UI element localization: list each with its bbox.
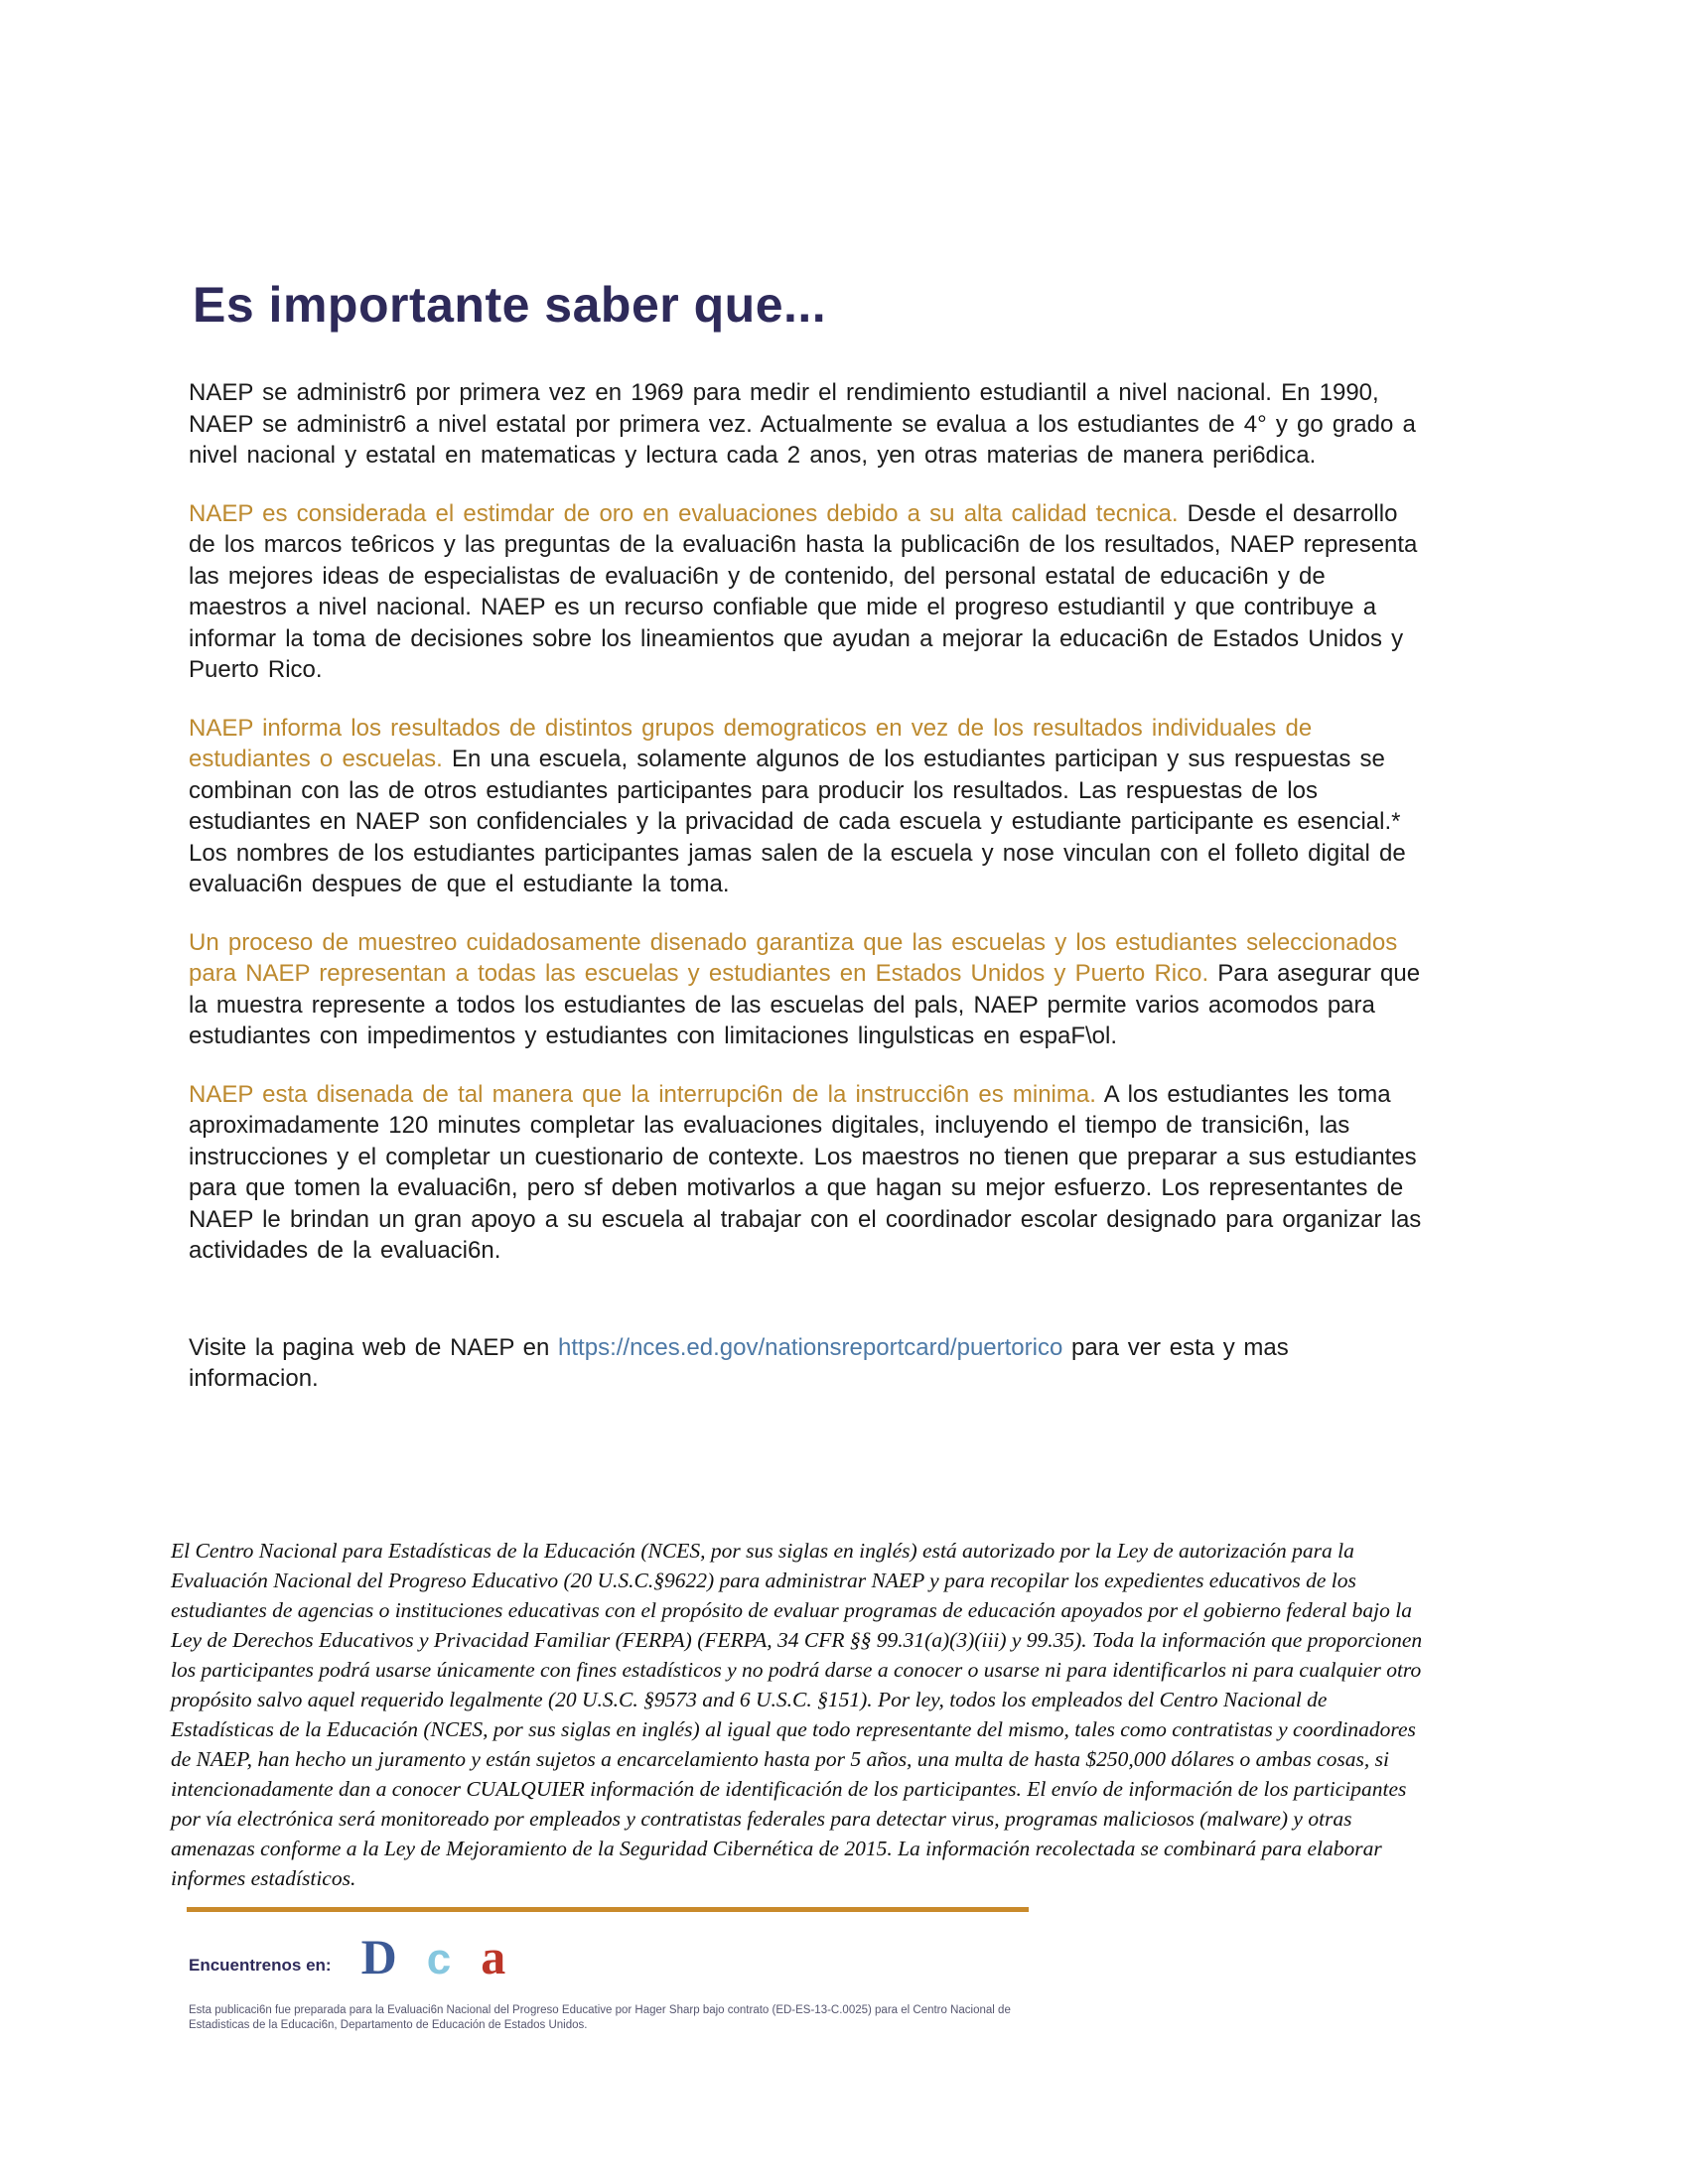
paragraph-gold-standard <box>189 498 1425 686</box>
find-us-label: Encuentrenos en: <box>189 1955 332 1975</box>
footer-divider-rule <box>187 1907 1029 1912</box>
naep-website-link[interactable]: https://nces.ed.gov/nationsreportcard/puertorico <box>558 1333 1063 1361</box>
paragraph-group-results-lead: NAEP informa los resultados de distintos grupos demograticos en vez de los resultados individuales de estudiantes o escuelas. <box>189 714 1313 772</box>
letter-c-icon[interactable]: c <box>426 1934 452 1983</box>
paragraph-sampling <box>189 927 1425 1052</box>
paragraph-group-results-body: En una escuela, solamente algunos de los estudiantes participan y sus respuestas se combinan con las de otros estudiantes participantes para producir los resultados. Las respuestas de los estudiantes en NAEP son confidenciales y la privacidad de cada escuela y estudiante participante es esencial.* Los nombres de los estudiantes participantes jamas salen de la escuela y nose vinculan con el folleto digital de evaluaci6n despues de que el estudiante la toma. <box>189 746 1406 897</box>
body-content <box>171 377 1425 2033</box>
paragraph-gold-standard-lead: NAEP es considerada el estimdar de oro en evaluaciones debido a su alta calidad tecnica. <box>189 499 1179 527</box>
paragraph-sampling-body: Para asegurar que la muestra represente a todos los estudiantes de las escuelas del pals, NAEP permite varios acomodos para estudiantes con impedimentos y estudiantes con limitaciones lingulsticas en espaF\ol. <box>189 960 1421 1049</box>
paragraph-minimal-interruption-lead: NAEP esta disenada de tal manera que la interrupci6n de la instrucci6n es minima. <box>189 1080 1096 1108</box>
page-title: Es importante saber que... <box>193 277 827 333</box>
visit-website-line <box>189 1332 1425 1395</box>
legal-notice: El Centro Nacional para Estadísticas de la Educación (NCES, por sus siglas en inglés) está autorizado por la Ley de autorización para la Evaluación Nacional del Progreso Educativo (20 U.S.C.§9622) para administrar NAEP y para recopilar los expedientes educativos de los estudiantes de agencias o instituciones educativas con el propósito de evaluar programas de educación apoyados por el gobierno federal bajo la Ley de Derechos Educativos y Privacidad Familiar (FERPA) (FERPA, 34 CFR §§ 99.31(a)(3)(iii) y 99.35). Toda la información que proporcionen los participantes podrá usarse únicamente con fines estadísticos y no podrá darse a conocer o usarse ni para identificarlos ni para cualquier otro propósito salvo aquel requerido legalmente (20 U.S.C. §9573 and 6 U.S.C. §151). Por ley, todos los empleados del Centro Nacional de Estadísticas de la Educación (NCES, por sus siglas en inglés) al igual que todo representante del mismo, tales como contratistas y coordinadores de NAEP, han hecho un juramento y están sujetos a encarcelamiento hasta por 5 años, una multa de hasta $250,000 dólares o ambas cosas, si intencionadamente dan a conocer CUALQUIER información de identificación de los participantes. El envío de información de los participantes por vía electrónica será monitoreado por empleados y contratistas federales para detectar virus, programas maliciosos (malware) y otras amenazas conforme a la Ley de Mejoramiento de la Seguridad Cibernética de 2015. La información recolectada se combinará para elaborar informes estadísticos. <box>171 1538 1423 1890</box>
social-media-row <box>189 1928 1425 1984</box>
paragraph-minimal-interruption <box>189 1079 1425 1267</box>
publication-fine-print: Esta publicaci6n fue preparada para la Evaluaci6n Nacional del Progreso Educative por Hager Sharp bajo contrato (ED-ES-13-C.0025) para el Centro Nacional de Estadisticas de la Educaci6n, Departamento de Educación de Estados Unidos. <box>189 2003 1011 2031</box>
letter-d-icon[interactable]: D <box>360 1928 397 1984</box>
paragraph-gold-standard-body: Desde el desarrollo de los marcos te6ricos y las preguntas de la evaluaci6n hasta la publicaci6n de los resultados, NAEP representa las mejores ideas de especialistas de evaluaci6n y de contenido, del personal estatal de educaci6n y de maestros a nivel nacional. NAEP es un recurso confiable que mide el progreso estudiantil y que contribuye a informar la toma de decisiones sobre los lineamientos que ayudan a mejorar la educaci6n de Estados Unidos y Puerto Rico. <box>189 499 1418 683</box>
paragraph-intro <box>189 377 1425 472</box>
visit-line-suffix: para ver esta y mas informacion. <box>189 1333 1289 1392</box>
paragraph-sampling-lead: Un proceso de muestreo cuidadosamente disenado garantiza que las escuelas y los estudiantes seleccionados para NAEP representan a todas las escuelas y estudiantes en Estados Unidos y Puerto Rico. <box>189 928 1398 987</box>
letter-a-icon[interactable]: a <box>481 1928 506 1984</box>
paragraph-intro-body: NAEP se administr6 por primera vez en 1969 para medir el rendimiento estudiantil a nivel nacional. En 1990, NAEP se administr6 a nivel estatal por primera vez. Actualmente se evalua a los estudiantes de 4° y go grado a nivel nacional y estatal en matematicas y lectura cada 2 anos, yen otras materias de manera peri6dica. <box>189 379 1416 469</box>
paragraph-group-results <box>189 713 1425 900</box>
paragraph-minimal-interruption-body: A los estudiantes les toma aproximadamente 120 minutes completar las evaluaciones digitales, incluyendo el tiempo de transici6n, las instrucciones y el completar un cuestionario de contexte. Los maestros no tienen que preparar a sus estudiantes para que tomen la evaluaci6n, pero sf deben motivarlos a que hagan su mejor esfuerzo. Los representantes de NAEP le brindan un gran apoyo a su escuela al trabajar con el coordinador escolar designado para organizar las actividades de la evaluaci6n. <box>189 1080 1422 1264</box>
visit-line-prefix: Visite la pagina web de NAEP en <box>189 1333 559 1361</box>
